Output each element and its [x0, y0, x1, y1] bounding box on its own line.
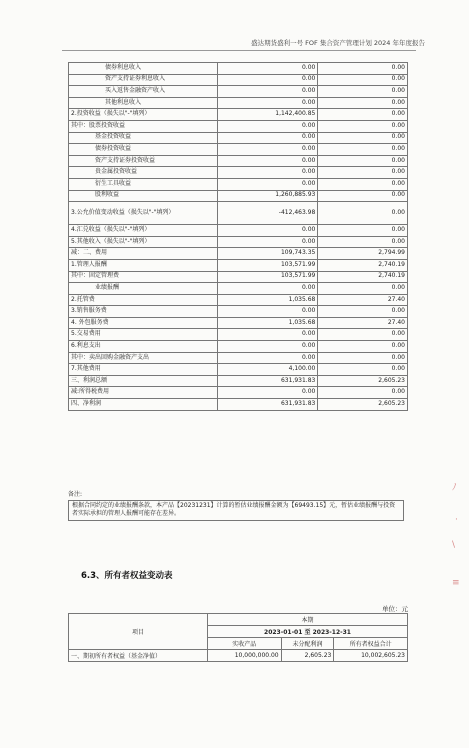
table-row — [69, 190, 408, 202]
row-current-value: 631,931.83 — [218, 375, 318, 387]
row-current-value: 0.00 — [218, 74, 318, 86]
table-row — [69, 63, 408, 75]
margin-mark: ﾉ — [452, 483, 457, 493]
row-current-value: 631,931.83 — [218, 399, 318, 411]
row-label: 贵金属投资收益 — [69, 167, 218, 179]
row-current-value: 109,743.35 — [218, 248, 318, 260]
table-row — [69, 294, 408, 306]
row-prior-value: 0.00 — [318, 86, 408, 98]
table-row — [69, 144, 408, 156]
row-label: 资产支持证券投资收益 — [69, 155, 218, 167]
row-label: 衍生工具收益 — [69, 178, 218, 190]
row-label: 2.托管费 — [69, 294, 218, 306]
table-row — [69, 132, 408, 144]
row-prior-value: 0.00 — [318, 74, 408, 86]
row-prior-value: 0.00 — [318, 63, 408, 75]
table-row — [69, 341, 408, 353]
row-label: 其中：固定管理费 — [69, 271, 218, 283]
table-row — [69, 74, 408, 86]
row-current-value: 0.00 — [218, 352, 318, 364]
equity-item-header: 项目 — [69, 614, 208, 650]
row-prior-value: 0.00 — [318, 97, 408, 109]
table-row — [69, 283, 408, 295]
row-prior-value: 0.00 — [318, 190, 408, 202]
row-prior-value: 0.00 — [318, 236, 408, 248]
row-label: 3.销售服务费 — [69, 306, 218, 318]
row-current-value: 0.00 — [218, 387, 318, 399]
row-prior-value: 0.00 — [318, 202, 408, 225]
row-prior-value: 2,740.19 — [318, 271, 408, 283]
table-row — [69, 202, 408, 225]
row-label: 1.管理人报酬 — [69, 259, 218, 271]
table-row — [69, 86, 408, 98]
row-current-value: 0.00 — [218, 86, 318, 98]
table-row — [69, 399, 408, 411]
row-label: 5.交易费用 — [69, 329, 218, 341]
row-prior-value: 27.40 — [318, 294, 408, 306]
section-title: 6.3、所有者权益变动表 — [81, 571, 173, 581]
row-label: 7.其他费用 — [69, 364, 218, 376]
equity-col-paid: 实收产品 — [208, 638, 282, 650]
row-current-value: 0.00 — [218, 120, 318, 132]
equity-col-undist: 未分配利润 — [281, 638, 334, 650]
table-row — [69, 329, 408, 341]
table-row — [69, 120, 408, 132]
row-label: 债券投资收益 — [69, 144, 218, 156]
equity-period-range: 2023-01-01 至 2023-12-31 — [208, 626, 408, 638]
row-current-value: 4,100.00 — [218, 364, 318, 376]
table-row — [69, 387, 408, 399]
row-current-value: 1,035.68 — [218, 294, 318, 306]
table-row — [69, 352, 408, 364]
row-prior-value: 0.00 — [318, 341, 408, 353]
row-prior-value: 27.40 — [318, 317, 408, 329]
row-current-value: 0.00 — [218, 97, 318, 109]
row-label: 减:所得税费用 — [69, 387, 218, 399]
row-label: 6.利息支出 — [69, 341, 218, 353]
table-row — [69, 109, 408, 121]
table-row — [69, 271, 408, 283]
row-prior-value: 2,605.23 — [318, 375, 408, 387]
table-row — [69, 236, 408, 248]
table-row — [69, 306, 408, 318]
table-row — [69, 155, 408, 167]
row-label: 2.投资收益（损失以"-"填列） — [69, 109, 218, 121]
row-prior-value: 0.00 — [318, 283, 408, 295]
row-label: 减：二、费用 — [69, 248, 218, 260]
row-prior-value: 0.00 — [318, 364, 408, 376]
row-label: 基金投资收益 — [69, 132, 218, 144]
equity-row-undist: 2,605.23 — [281, 650, 334, 662]
page-header: 盛达期货盛利一号 FOF 集合资产管理计划 2024 年年度报告 — [251, 39, 425, 47]
equity-row-label: 一、期初所有者权益（基金净值） — [69, 650, 208, 662]
row-label: 其中：股票投资收益 — [69, 120, 218, 132]
row-label: 债券利息收入 — [69, 63, 218, 75]
margin-mark: ≡ — [452, 578, 460, 588]
row-current-value: 103,571.99 — [218, 259, 318, 271]
row-current-value: 103,571.99 — [218, 271, 318, 283]
row-label: 5.其他收入（损失以"-"填列） — [69, 236, 218, 248]
income-statement-table — [68, 62, 408, 411]
row-current-value: 1,035.68 — [218, 317, 318, 329]
equity-row-total: 10,002,605.23 — [334, 650, 408, 662]
margin-mark: · — [455, 515, 458, 525]
row-prior-value: 2,605.23 — [318, 399, 408, 411]
table-row — [69, 97, 408, 109]
row-label: 3.公允价值变动收益（损失以"-"填列） — [69, 202, 218, 225]
row-prior-value: 0.00 — [318, 120, 408, 132]
row-prior-value: 0.00 — [318, 225, 408, 237]
row-prior-value: 0.00 — [318, 352, 408, 364]
table-row — [69, 364, 408, 376]
row-prior-value: 0.00 — [318, 155, 408, 167]
row-prior-value: 0.00 — [318, 144, 408, 156]
table-row — [69, 375, 408, 387]
row-current-value: 0.00 — [218, 144, 318, 156]
row-label: 业绩报酬 — [69, 283, 218, 295]
row-label: 四、净利润 — [69, 399, 218, 411]
row-prior-value: 0.00 — [318, 132, 408, 144]
table-row — [69, 248, 408, 260]
row-prior-value: 2,740.19 — [318, 259, 408, 271]
row-current-value: 0.00 — [218, 236, 318, 248]
row-label: 资产支持证券利息收入 — [69, 74, 218, 86]
row-current-value: -412,463.98 — [218, 202, 318, 225]
row-prior-value: 0.00 — [318, 329, 408, 341]
row-current-value: 1,142,400.85 — [218, 109, 318, 121]
row-label: 其他利息收入 — [69, 97, 218, 109]
equity-col-total: 所有者权益合计 — [334, 638, 408, 650]
unit-label: 单位：元 — [382, 605, 408, 613]
row-current-value: 0.00 — [218, 306, 318, 318]
row-prior-value: 0.00 — [318, 306, 408, 318]
row-current-value: 0.00 — [218, 283, 318, 295]
row-current-value: 0.00 — [218, 329, 318, 341]
row-current-value: 0.00 — [218, 63, 318, 75]
table-row — [69, 259, 408, 271]
table-row — [69, 317, 408, 329]
row-label: 三、利润总额 — [69, 375, 218, 387]
note-title: 备注: — [68, 491, 83, 498]
row-current-value: 0.00 — [218, 167, 318, 179]
row-current-value: 0.00 — [218, 132, 318, 144]
header-divider — [62, 50, 416, 51]
table-row — [69, 167, 408, 179]
note-text: 根据合同约定的业绩报酬条款，本产品【20231231】计算的暂估业绩报酬金额为【69493.15】元，暂估业绩报酬与投资者实际承担的管理人报酬可能存在差异。 — [68, 500, 404, 521]
row-current-value: 0.00 — [218, 155, 318, 167]
row-label: 股利收益 — [69, 190, 218, 202]
row-prior-value: 0.00 — [318, 109, 408, 121]
row-current-value: 0.00 — [218, 225, 318, 237]
margin-mark: \ — [452, 540, 456, 550]
row-label: 买入返售金融资产收入 — [69, 86, 218, 98]
equity-period-label: 本期 — [208, 614, 408, 626]
table-row — [69, 178, 408, 190]
equity-row-paid: 10,000,000.00 — [208, 650, 282, 662]
row-prior-value: 2,794.99 — [318, 248, 408, 260]
row-label: 4. 外包服务费 — [69, 317, 218, 329]
row-current-value: 1,260,885.93 — [218, 190, 318, 202]
note-block — [68, 491, 404, 521]
row-prior-value: 0.00 — [318, 178, 408, 190]
equity-change-table — [68, 613, 408, 662]
row-prior-value: 0.00 — [318, 387, 408, 399]
row-current-value: 0.00 — [218, 178, 318, 190]
row-label: 其中：卖出回购金融资产支出 — [69, 352, 218, 364]
row-prior-value: 0.00 — [318, 167, 408, 179]
row-label: 4.汇兑收益（损失以"-"填列） — [69, 225, 218, 237]
row-current-value: 0.00 — [218, 341, 318, 353]
table-row — [69, 225, 408, 237]
